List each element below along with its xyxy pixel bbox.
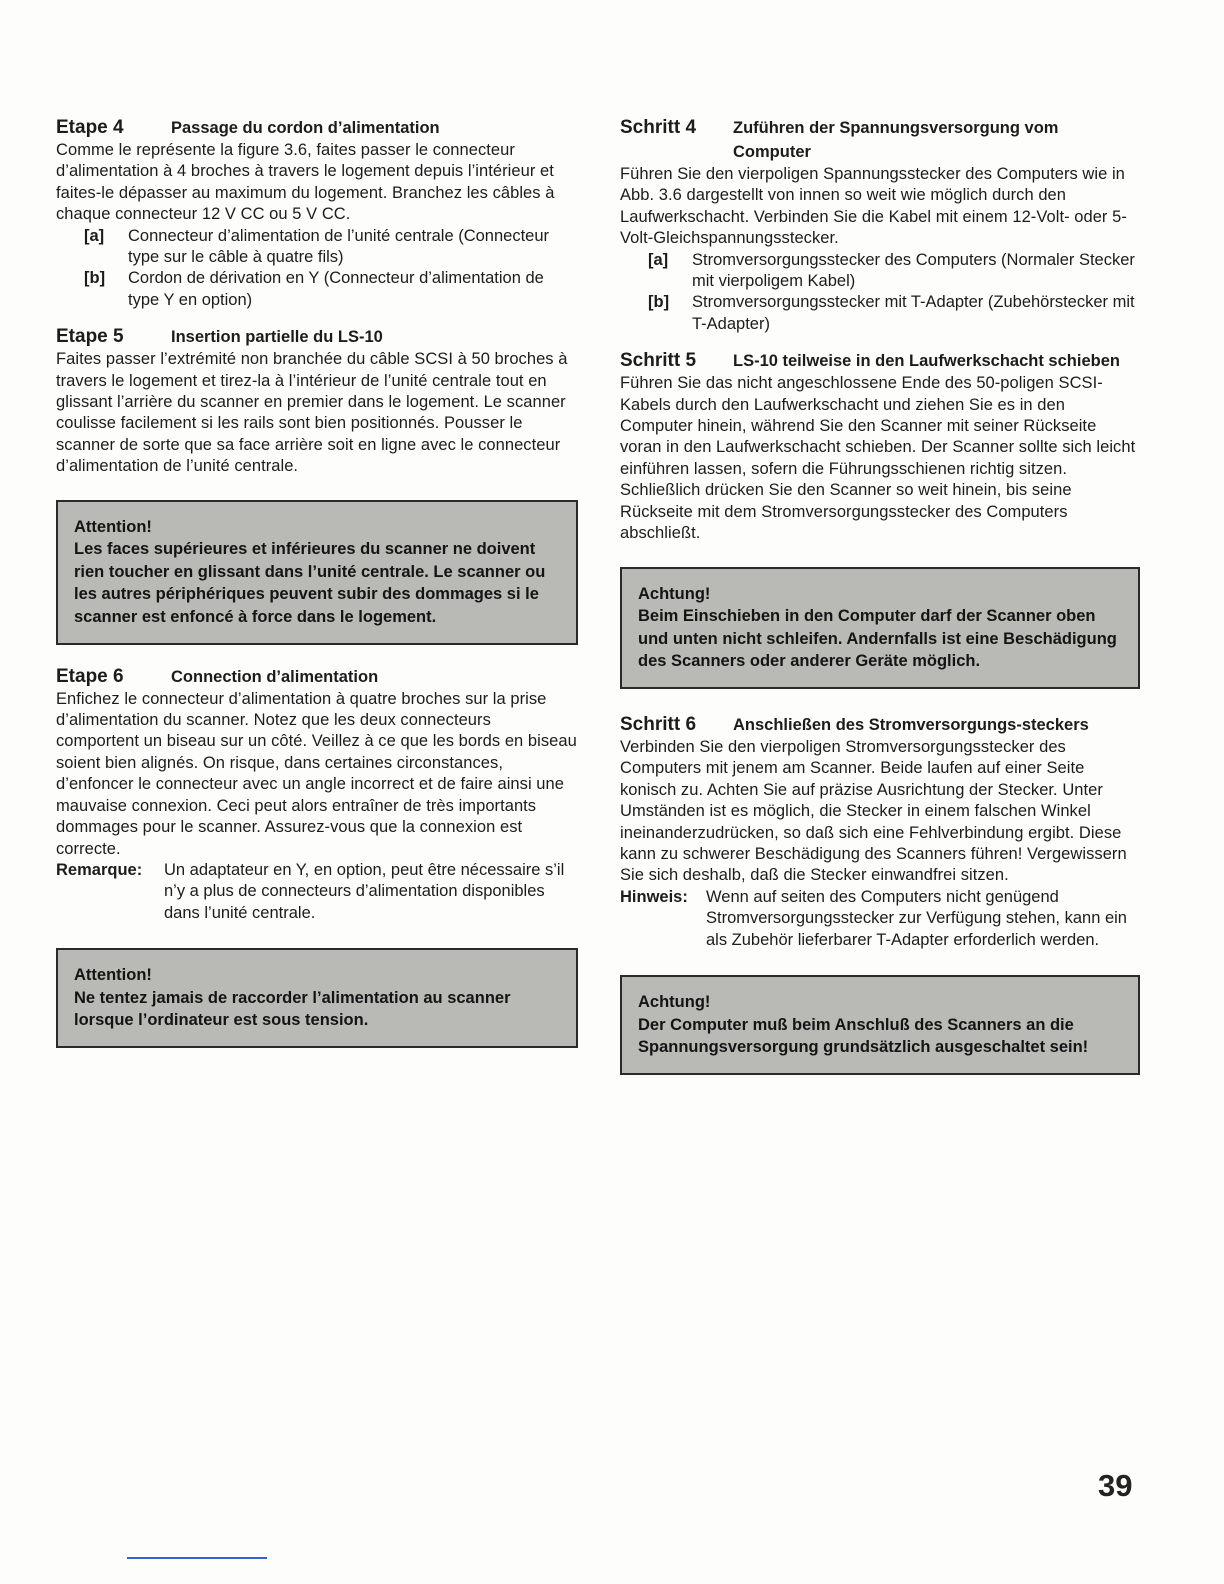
list-item [620,292,1140,335]
step-6-label: Etape 6 [56,665,124,687]
attention-box [56,500,578,645]
step-6-body: Enfichez le connecteur d’alimentation à quatre broches sur la prise d’alimentation du scanner. Notez que les deux connecteurs comportent un biseau sur un côté. Veillez à ce que les bords en biseau soient bien alignés. On risque, dans certaines circonstances, d’enfoncer le connecteur avec un angle incorrect et de faire ainsi une mauvaise connexion. Ceci peut alors entraîner de très importants dommages pour le scanner. Assurez-vous que la connexion est correcte. [56,689,577,858]
remark-text: Wenn auf seiten des Computers nicht genügend Stromversorgungsstecker zur Verfügung stehen, kann ein als Zubehör lieferbarer T-Adapter erforderlich werden. [706,887,1127,949]
list-item [56,226,578,269]
step-5-heading [56,325,578,349]
step-4-list [56,226,578,312]
attention-box [620,567,1140,689]
step-6-title: Connection d’alimentation [171,667,379,686]
page-number: 39 [1098,1468,1133,1503]
step-4-title: Passage du cordon d’alimentation [171,119,440,137]
attention-text: Beim Einschieben in den Computer darf der Scanner oben und unten nicht schleifen. Andernfalls ist eine Beschädigung des Scanners oder anderer Geräte möglich. [638,607,1117,671]
remark [620,887,1140,951]
step-5-title: Insertion partielle du LS-10 [171,328,383,347]
attention-text: Ne tentez jamais de raccorder l’alimentation au scanner lorsque l’ordinateur est sous tension. [74,988,511,1030]
step-4-heading [56,116,578,140]
list-text: Connecteur d’alimentation de l’unité centrale (Connecteur type sur le câble à quatre fils) [128,226,549,267]
attention-title: Attention! [74,966,152,985]
list-text: Stromversorgungsstecker des Computers (Normaler Stecker mit vierpoligem Kabel) [692,250,1135,291]
step-4-body: Comme le représente la figure 3.6, faites passer le connecteur d’alimentation à 4 broches à travers le logement depuis l’intérieur et faites-le dépasser au maximum du logement. Branchez les câbles à chaque connecteur 12 V CC ou 5 V CC. [56,141,555,224]
attention-title: Attention! [74,517,152,536]
step-6-heading [56,665,578,689]
step-5-body: Führen Sie das nicht angeschlossene Ende des 50-poligen SCSI-Kabels durch den Laufwerkschacht und ziehen Sie es in den Computer hinein, während Sie den Scanner mit seiner Rückseite voran in den Laufwerkschacht schieben. Der Scanner sollte sich leicht einführen lassen, sofern die Führungsschienen richtig sitzen. Schließlich drücken Sie den Scanner so weit hinein, bis seine Rückseite mit dem Stromversorgungsstecker des Computers abschließt. [620,374,1136,543]
german-column [620,116,1140,1075]
step-4-label: Schritt 4 [620,117,697,138]
footer-rule [127,1557,267,1559]
list-marker: [b] [84,269,106,288]
attention-box [620,975,1140,1075]
remark [56,860,578,924]
step-4-title: Zuführen der Spannungsversorgung vom Computer [733,119,1059,161]
step-4-list [620,250,1140,336]
step-6-heading [620,713,1140,737]
attention-box [56,948,578,1048]
step-4-body: Führen Sie den vierpoligen Spannungsstecker des Computers wie in Abb. 3.6 dargestellt von innen so weit wie möglich durch den Laufwerkschacht. Verbinden Sie die Kabel mit einem 12-Volt- oder 5-Volt-Gleichspannungsstecker. [620,165,1127,248]
step-4-label: Etape 4 [56,117,124,138]
list-marker: [a] [648,250,669,269]
list-text: Stromversorgungsstecker mit T-Adapter (Zubehörstecker mit T-Adapter) [692,293,1135,333]
step-4-heading [620,116,1140,164]
attention-text: Les faces supérieures et inférieures du scanner ne doivent rien toucher en glissant dans l’unité centrale. Le scanner ou les autres périphériques peuvent subir des dommages si le scanner est enfoncé à force dans le logement. [74,540,546,627]
list-marker: [a] [84,226,105,245]
list-marker: [b] [648,293,670,312]
list-text: Cordon de dérivation en Y (Connecteur d’alimentation de type Y en option) [128,269,544,309]
remark-text: Un adaptateur en Y, en option, peut être nécessaire s’il n’y a plus de connecteurs d’alimentation disponibles dans l’unité centrale. [164,860,565,922]
step-6-title: Anschließen des Stromversorgungs-steckers [733,715,1089,734]
step-5-label: Schritt 5 [620,350,697,372]
step-6-body: Verbinden Sie den vierpoligen Stromversorgungsstecker des Computers mit jenem am Scanner. Beide laufen auf einer Seite konisch zu. Achten Sie auf präzise Ausrichtung der Stecker. Unter Umständen ist es möglich, die Stecker in einem falschen Winkel ineinanderzudrücken, so daß sich eine Fehlverbindung ergibt. Diese kann zu schwerer Beschädigung des Scanners führen! Vergewissern Sie sich deshalb, daß die Stecker einwandfrei sitzen. [620,737,1127,885]
remark-label: Remarque: [56,860,143,879]
step-6-label: Schritt 6 [620,713,697,735]
attention-title: Achtung! [638,992,711,1011]
remark-label: Hinweis: [620,887,688,906]
step-5-title: LS-10 teilweise in den Laufwerkschacht schieben [733,352,1120,371]
step-5-label: Etape 5 [56,326,124,348]
step-5-heading [620,349,1140,373]
list-item [56,268,578,311]
attention-text: Der Computer muß beim Anschluß des Scanners an die Spannungsversorgung grundsätzlich ausgeschaltet sein! [638,1015,1089,1057]
step-5-body: Faites passer l’extrémité non branchée du câble SCSI à 50 broches à travers le logement et tirez-la à l’intérieur de l’unité centrale tout en glissant l’arrière du scanner en premier dans le logement. Le scanner coulisse facilement si les rails sont bien positionnés. Pousser le scanner de sorte que sa face arrière soit en ligne avec le connecteur d’alimentation de l’unité centrale. [56,350,568,476]
french-column [56,116,578,1048]
attention-title: Achtung! [638,584,711,603]
list-item [620,250,1140,293]
